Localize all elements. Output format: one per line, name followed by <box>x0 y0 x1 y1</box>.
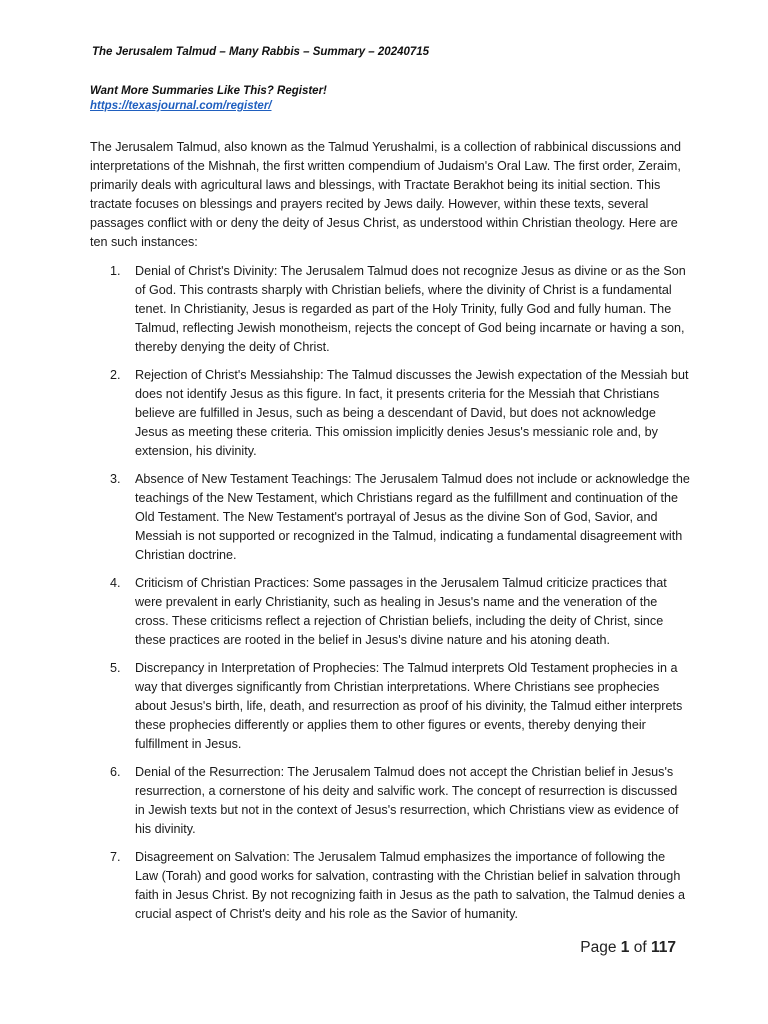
list-item-number: 2. <box>110 368 121 382</box>
list-item-number: 5. <box>110 661 121 675</box>
list-item-number: 7. <box>110 850 121 864</box>
page-of-label: of <box>633 939 647 956</box>
list-item-number: 1. <box>110 264 121 278</box>
list-item <box>90 574 690 650</box>
list-item-number: 6. <box>110 765 121 779</box>
list-item <box>90 366 690 461</box>
total-pages-number: 117 <box>650 939 676 956</box>
list-item-text: Discrepancy in Interpretation of Prophecies: The Talmud interprets Old Testament prophecies in a way that diverges significantly from Christian interpretations. Where Christians see prophecies about Jesus's birth, life, death, and resurrection as proof of his divinity, the Talmud either interprets these prophecies differently or applies them to other figures or events, thereby denying their fulfillment in Jesus. <box>135 661 683 751</box>
list-item <box>90 470 690 565</box>
document-body <box>90 138 690 933</box>
list-item-text: Denial of Christ's Divinity: The Jerusalem Talmud does not recognize Jesus as divine or as the Son of God. This contrasts sharply with Christian beliefs, where the divinity of Christ is a fundamental tenet. In Christianity, Jesus is regarded as part of the Holy Trinity, fully God and fully human. The Talmud, reflecting Jewish monotheism, rejects the concept of God being incarnate or having a son, thereby denying the deity of Christ. <box>135 264 686 354</box>
list-item-number: 3. <box>110 472 121 486</box>
list-item-text: Disagreement on Salvation: The Jerusalem Talmud emphasizes the importance of following the Law (Torah) and good works for salvation, contrasting with the Christian belief in salvation through faith in Jesus Christ. By not recognizing faith in Jesus as the path to salvation, the Talmud denies a crucial aspect of Christ's deity and his role as the Savior of humanity. <box>135 850 686 921</box>
intro-paragraph: The Jerusalem Talmud, also known as the Talmud Yerushalmi, is a collection of rabbinical discussions and interpretations of the Mishnah, the first written compendium of Judaism's Oral Law. The first order, Zeraim, primarily deals with agricultural laws and blessings, with Tractate Berakhot being its initial section. This tractate focuses on blessings and prayers recited by Jews daily. However, within these texts, several passages conflict with or deny the deity of Jesus Christ, as understood within Christian theology. Here are ten such instances: <box>90 140 682 249</box>
list-item-text: Absence of New Testament Teachings: The Jerusalem Talmud does not include or acknowledge the teachings of the New Testament, which Christians regard as the fulfillment and continuation of the Old Testament. The New Testament's portrayal of Jesus as the divine Son of God, Savior, and Messiah is not supported or recognized in the Talmud, indicating a fundamental disagreement with Christian doctrine. <box>135 472 690 562</box>
list-item <box>90 848 690 924</box>
list-item-text: Rejection of Christ's Messiahship: The Talmud discusses the Jewish expectation of the Messiah but does not identify Jesus as this figure. In fact, it presents criteria for the Messiah that Christians believe are fulfilled in Jesus, such as being a descendant of David, but does not acknowledge Jesus as meeting these criteria. This omission implicitly denies Jesus's messianic role and, by extension, his divinity. <box>135 368 689 458</box>
page-label: Page <box>580 939 617 956</box>
list-item-number: 4. <box>110 576 121 590</box>
instances-list <box>90 262 690 924</box>
list-item <box>90 659 690 754</box>
page-counter <box>580 939 676 957</box>
register-promo <box>90 84 327 114</box>
list-item <box>90 262 690 357</box>
list-item <box>90 763 690 839</box>
list-item-text: Criticism of Christian Practices: Some passages in the Jerusalem Talmud criticize practices that were prevalent in early Christianity, such as healing in Jesus's name and the veneration of the cross. These criticisms reflect a rejection of Christian beliefs, including the deity of Christ, since these practices are rooted in the belief in Jesus's divine nature and his atoning death. <box>135 576 667 647</box>
register-link[interactable]: https://texasjournal.com/register/ <box>90 100 272 112</box>
document-header: The Jerusalem Talmud – Many Rabbis – Summary – 20240715 <box>92 46 430 58</box>
promo-title: Want More Summaries Like This? Register! <box>90 85 327 97</box>
current-page-number: 1 <box>620 939 630 956</box>
list-item-text: Denial of the Resurrection: The Jerusalem Talmud does not accept the Christian belief in Jesus's resurrection, a cornerstone of his deity and salvific work. The concept of resurrection is discussed in Jewish texts but not in the context of Jesus's resurrection, which Christians view as evidence of his divinity. <box>135 765 679 836</box>
